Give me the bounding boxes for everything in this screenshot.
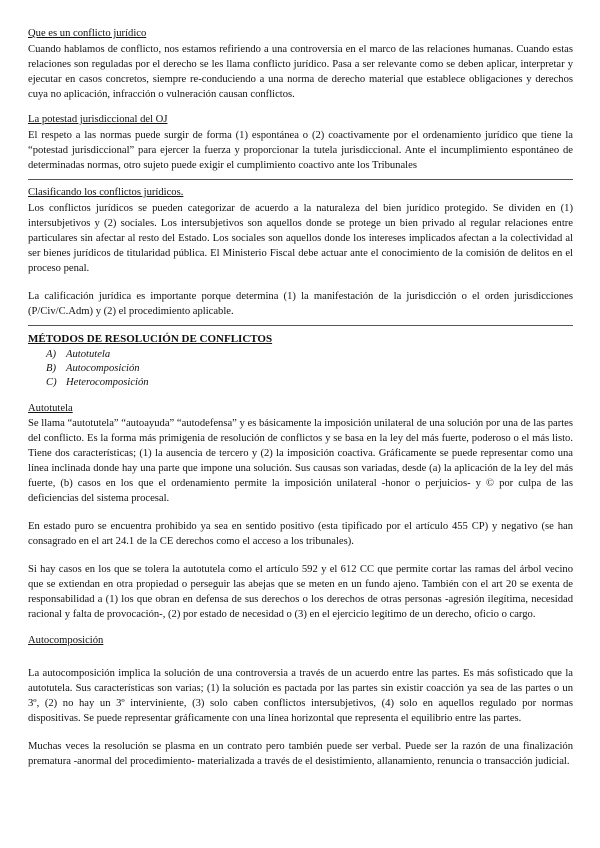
methods-list [28, 348, 573, 390]
heading-autocomposicion: Autocomposición [28, 635, 104, 646]
section-autotutela [28, 402, 573, 622]
list-item [28, 348, 573, 362]
list-item [28, 376, 573, 390]
list-item [28, 362, 573, 376]
list-item-label: Autotutela [66, 349, 111, 360]
list-marker: B) [46, 363, 56, 374]
section-conflicto-juridico [28, 27, 573, 102]
paragraph: Los conflictos jurídicos se pueden categorizar de acuerdo a la naturaleza del bien jurídico protegido. Se dividen en (1) intersubjetivos y (2) sociales. Los intersubjetivos son aquellos donde se protege un bien privado al regular relaciones entre particulares sin afectar al resto del Estado. Los sociales son aquellos donde los intereses implicados afectan a la colectividad al ser bienes jurídicos de titularidad pública. El Ministerio Fiscal debe actuar ante el conocimiento de la comisión de delitos en el proceso penal. [28, 203, 573, 274]
paragraph: Muchas veces la resolución se plasma en un contrato pero también puede ser verbal. Puede ser la razón de una finalización prematura -anormal del procedimiento- materializada a través de el desistimiento, allanamiento, renuncia o transacción judicial. [28, 741, 573, 767]
paragraph: Si hay casos en los que se tolera la autotutela como el artículo 592 y el 612 CC que permite cortar las ramas del árbol vecino que se extiendan en otra propiedad o perseguir las abejas que se meten en un fundo ajeno. También con el art 20 se exenta de responsabilidad a (1) los que obran en defensa de sus derechos o los derechos de otras personas -agresión ilegítima, necesidad racional y falta de provocación-, (2) por estado de necesidad o (3) en el ejercicio legítimo de un derecho, oficio o cargo. [28, 564, 573, 620]
heading-conflicto-juridico: Que es un conflicto jurídico [28, 28, 147, 39]
section-clasificando-conflictos [28, 186, 573, 319]
paragraph: La calificación jurídica es importante porque determina (1) la manifestación de la jurisdicción o el orden jurisdicciones (P/Civ/C.Adm) y (2) el procedimiento aplicable. [28, 291, 573, 317]
divider [28, 179, 573, 180]
paragraph: En estado puro se encuentra prohibido ya sea en sentido positivo (esta tipificado por el artículo 455 CP) y negativo (se han consagrado en el art 24.1 de la CE derechos como el acceso a los tribunales). [28, 521, 573, 547]
paragraph: La autocomposición implica la solución de una controversia a través de un acuerdo entre las partes. Es más sofisticado que la autotutela. Sus características son varias; (1) la solución es pactada por las partes sin existir coacción ya sea de las partes o un 3º, (2) no hay un 3º interviniente, (3) solo caben conflictos intersubjetivos, (4) solo en aquellos regulado por normas dispositivas. Se puede representar gráficamente con una línea horizontal que representa el equilibrio entre las partes. [28, 668, 573, 724]
section-metodos [28, 332, 573, 390]
heading-autotutela: Autotutela [28, 403, 73, 414]
paragraph: El respeto a las normas puede surgir de forma (1) espontánea o (2) coactivamente por el ordenamiento jurídico que tiene la “potestad jurisdiccional” para ejercer la fuerza y proporcionar la tutela jurisdiccional. Ante el incumplimiento espontáneo de determinadas normas, otro sujeto puede exigir el cumplimiento coactivo ante los Tribunales [28, 130, 573, 171]
list-item-label: Heterocomposición [66, 377, 149, 388]
document-page [28, 27, 573, 769]
heading-potestad-jurisdiccional: La potestad jurisdiccional del OJ [28, 114, 168, 125]
methods-title: MÉTODOS DE RESOLUCIÓN DE CONFLICTOS [28, 333, 273, 345]
paragraph: Se llama “autotutela” “autoayuda” “autodefensa” y es básicamente la imposición unilateral de una solución por una de las partes del conflicto. Es la forma más primigenia de resolución de conflictos y se basa en la ley del más fuerte, poderoso o el más listo. Tiene dos características; (1) la ausencia de tercero y (2) la imposición coactiva. Gráficamente se puede representar como una línea inclinada donde hay una parte que impone una solución. Sus causas son variadas, desde (a) la aplicación de la ley del más fuerte, (b) casos en los que el ordenamiento permite la imposición unilateral -honor o perjuicios- y © por culpa de las deficiencias del sistema procesal. [28, 418, 573, 504]
list-marker: A) [46, 349, 56, 360]
list-marker: C) [46, 377, 57, 388]
divider [28, 325, 573, 326]
paragraph: Cuando hablamos de conflicto, nos estamos refiriendo a una controversia en el marco de las relaciones humanas. Cuando estas relaciones son reguladas por el derecho se les llama conflicto jurídico. Pasa a ser relevante como se deben aplicar, interpretar y ejecutar en casos concretos, siempre re-conduciendo a una norma de derecho material que establece obligaciones y derechos cuya no aplicación, infracción o vulneración causan conflictos. [28, 44, 573, 100]
section-potestad-jurisdiccional [28, 113, 573, 173]
heading-clasificando-conflictos: Clasificando los conflictos jurídicos. [28, 187, 184, 198]
list-item-label: Autocomposición [66, 363, 140, 374]
section-autocomposicion [28, 634, 573, 769]
